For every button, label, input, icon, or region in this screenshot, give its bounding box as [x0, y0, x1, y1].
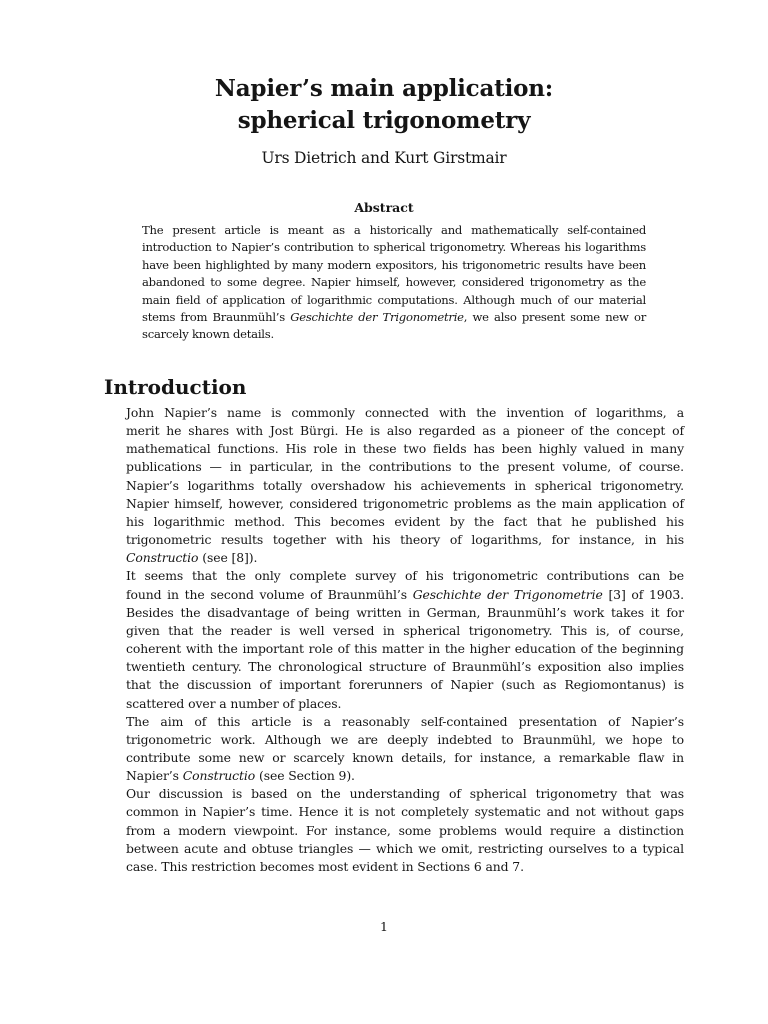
paragraph-3: [104, 713, 684, 786]
title-line-1: Napier’s main application:: [214, 75, 554, 102]
text-line: John Napier’s name is commonly connected with the invention of logarithms, a: [126, 405, 684, 420]
text-line: [104, 586, 684, 604]
text-line: from a modern viewpoint. For instance, some problems would require a distinction: [126, 822, 684, 838]
text-line: coherent with the important role of this matter in the higher education of the beginning: [126, 641, 684, 657]
text-fragment: found in the second volume of Braunmühl’s: [126, 586, 413, 602]
text-line: The aim of this article is a reasonably self-contained presentation of Napier’s: [126, 713, 684, 729]
text-fragment: Napier’s: [126, 768, 183, 784]
text-line: twentieth century. The chronological structure of Braunmühl’s exposition also implies: [126, 659, 684, 675]
text-fragment: (see Section 9).: [255, 768, 355, 784]
text-line: given that the reader is well versed in spherical trigonometry. This is, of course,: [126, 622, 684, 638]
text-line: common in Napier’s time. Hence it is not completely systematic and not without gaps: [126, 804, 684, 820]
paragraph-1: [104, 404, 684, 567]
text-line: trigonometric results together with his theory of logarithms, for instance, in his: [126, 532, 684, 548]
text-line: Besides the disadvantage of being written in German, Braunmühl’s work takes it for: [126, 604, 684, 620]
abstract-text-main: The present article is meant as a historically and mathematically self-contained introduction to Napier’s contribution to spherical trigonometry. Whereas his logarithms have been highlighted by many modern expositors, his trigonometric results have been abandoned to some degree. Napier himself, however, considered trigonometry as the main field of application of logarithmic computations. Although much of our material stems from Braunmühl’s: [142, 223, 646, 325]
abstract-text: [142, 222, 646, 344]
title-line-2: spherical trigonometry: [237, 107, 531, 134]
text-fragment: (see [8]).: [198, 550, 258, 566]
text-line: Napier himself, however, considered trigonometric problems as the main application of: [126, 495, 684, 511]
text-line: merit he shares with Jost Bürgi. He is also regarded as a pioneer of the concept of: [126, 423, 684, 439]
text-line: mathematical functions. His role in these two fields has been highly valued in many: [126, 441, 684, 457]
paragraph-4: [104, 785, 684, 876]
section-heading-introduction: Introduction: [104, 375, 247, 399]
text-line: his logarithmic method. This becomes evident by the fact that he published his: [126, 513, 684, 529]
text-line: [104, 549, 684, 567]
geschichte-italic: Geschichte der Trigonometrie: [412, 586, 603, 602]
introduction-body: [104, 404, 684, 876]
text-line: trigonometric work. Although we are deeply indebted to Braunmühl, we hope to: [126, 731, 684, 747]
text-line: scattered over a number of places.: [126, 695, 342, 711]
page-number: 1: [380, 919, 388, 934]
abstract-book-title: Geschichte der Trigonometrie: [290, 310, 464, 325]
paragraph-2: [104, 567, 684, 712]
text-line: Our discussion is based on the understanding of spherical trigonometry that was: [126, 786, 684, 802]
text-line: [104, 767, 684, 785]
text-line: Napier’s logarithms totally overshadow his achievements in spherical trigonometry.: [126, 477, 684, 493]
text-line: case. This restriction becomes most evident in Sections 6 and 7.: [126, 858, 524, 874]
abstract-text-end: , we also present some new or scarcely known details.: [142, 310, 646, 342]
text-line: contribute some new or scarcely known details, for instance, a remarkable flaw in: [126, 749, 684, 765]
text-line: that the discussion of important forerunners of Napier (such as Regiomontanus) is: [126, 677, 684, 693]
abstract-heading: Abstract: [354, 200, 414, 215]
text-line: between acute and obtuse triangles — which we omit, restricting ourselves to a typical: [126, 840, 684, 856]
text-line: It seems that the only complete survey of his trigonometric contributions can be: [126, 568, 684, 584]
authors: Urs Dietrich and Kurt Girstmair: [261, 149, 507, 167]
constructio-italic: Constructio: [182, 768, 256, 784]
constructio-italic: Constructio: [126, 550, 199, 566]
text-fragment: [3] of 1903.: [602, 586, 684, 602]
text-line: publications — in particular, in the contributions to the present volume, of course.: [126, 459, 684, 475]
